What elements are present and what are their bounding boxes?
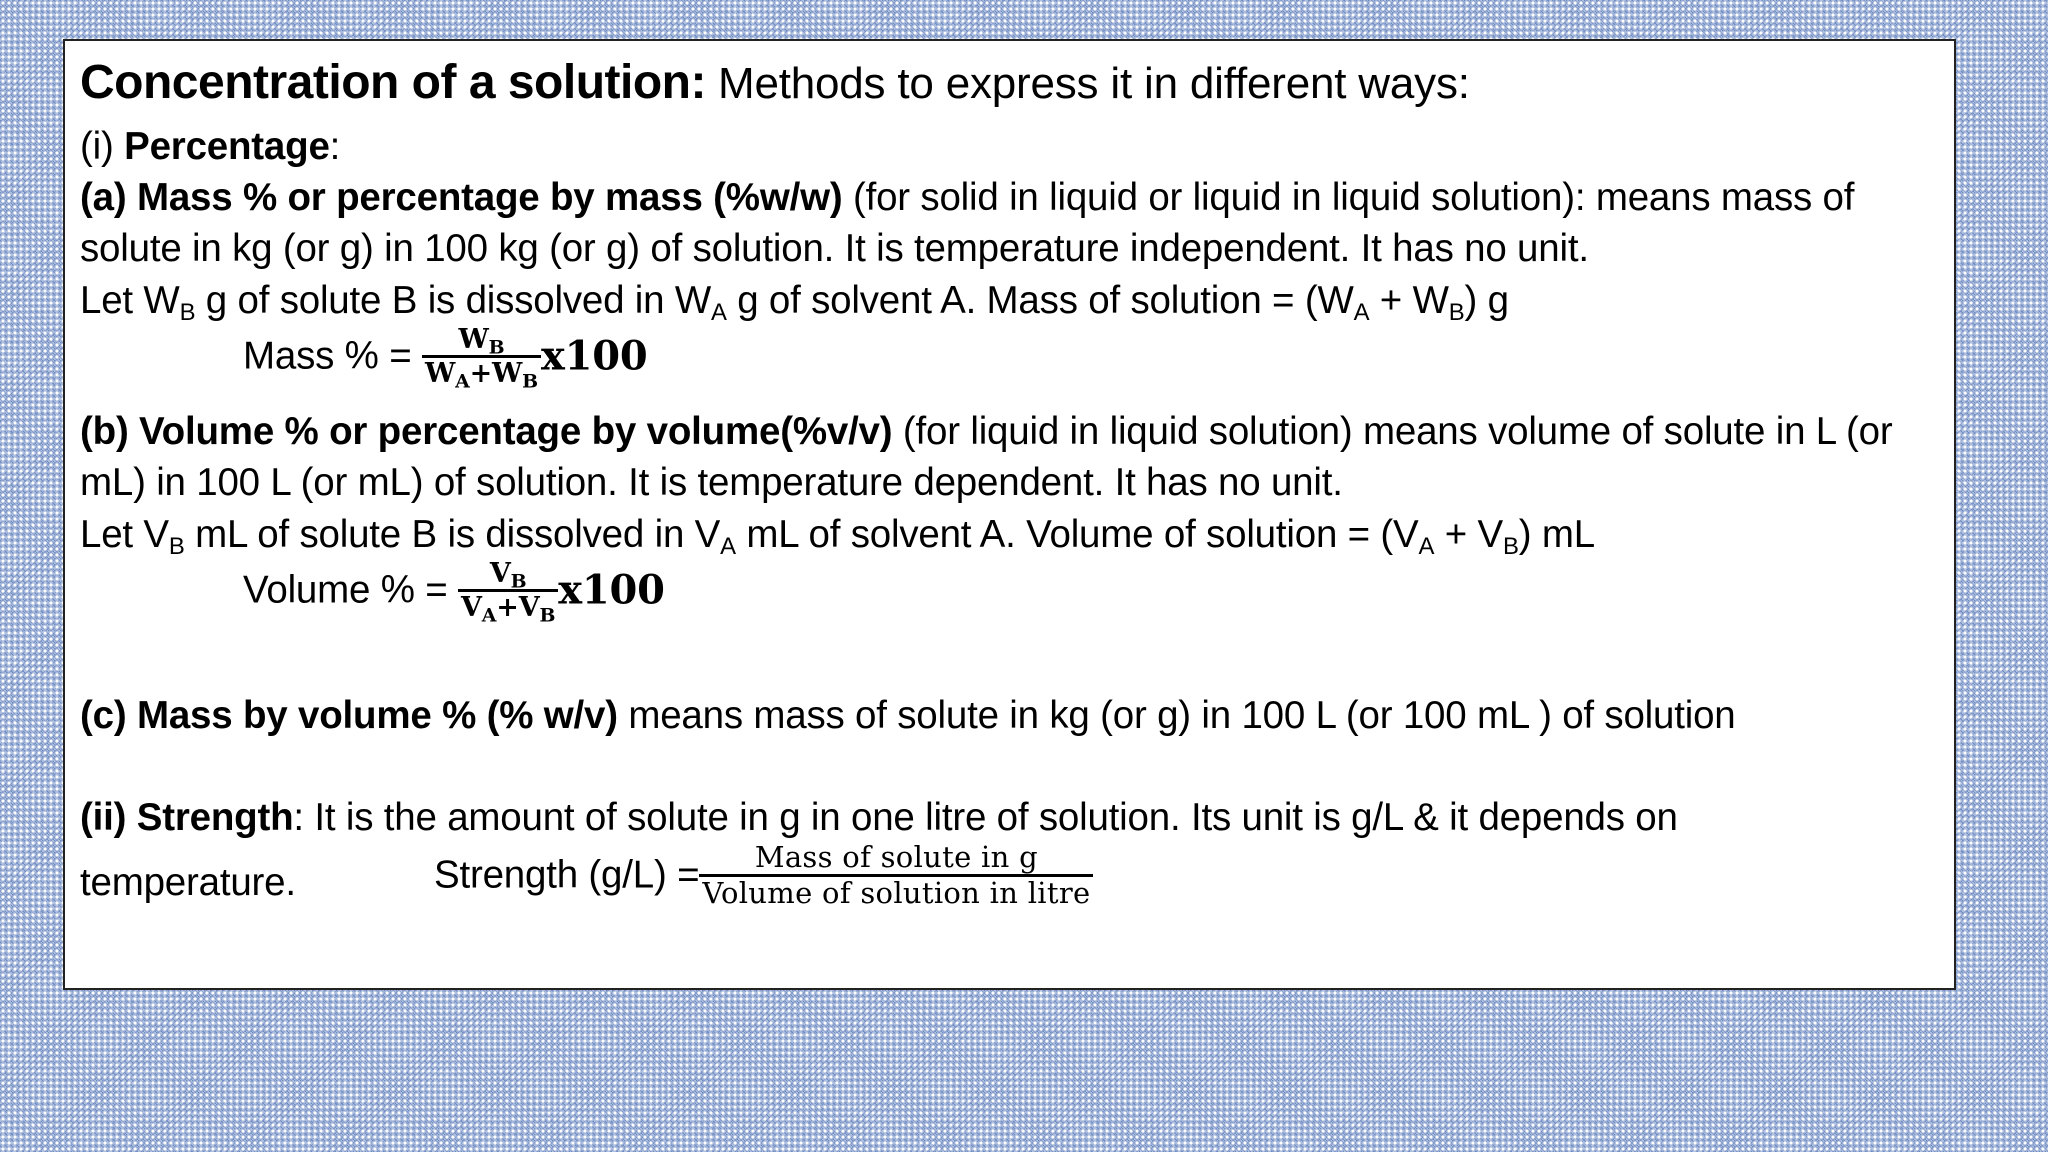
strength-heading: (ii) Strength: [80, 796, 294, 839]
denominator-symbol: V: [518, 592, 540, 624]
strength-formula-label: Strength (g/L) =: [434, 853, 700, 897]
subscript: B: [539, 604, 556, 627]
numerator-symbol: V: [489, 558, 511, 589]
percentage-prefix: (i): [80, 125, 125, 168]
subscript: B: [1448, 299, 1465, 327]
formula-label: Volume % =: [243, 568, 459, 612]
subscript: A: [1418, 533, 1435, 561]
mass-by-volume-heading: (c) Mass by volume % (% w/v): [80, 694, 618, 737]
mass-percent-fraction: [422, 324, 541, 393]
volume-percent-let-line: [80, 513, 1595, 561]
let-text: mL of solvent A. Volume of solution = (V: [735, 513, 1419, 556]
let-text: Let W: [80, 279, 180, 322]
let-text: + W: [1369, 279, 1449, 322]
let-text: Let V: [80, 513, 169, 556]
subscript: A: [711, 299, 727, 327]
strength-numerator: Mass of solute in g: [754, 840, 1038, 874]
volume-percent-fraction: [458, 558, 558, 627]
percentage-heading: [80, 125, 341, 168]
fraction-denominator: [458, 589, 558, 627]
fraction-numerator: [458, 558, 558, 593]
mass-percent-let-line: [80, 279, 1509, 327]
mass-by-volume-line: [80, 694, 1736, 737]
subscript: A: [481, 604, 497, 627]
subscript: B: [510, 570, 527, 593]
volume-percent-formula: [243, 558, 665, 627]
title-bold-text: Concentration of a solution:: [80, 56, 706, 109]
denominator-symbol: W: [425, 358, 456, 390]
strength-fraction: [699, 841, 1093, 911]
subscript: B: [1503, 533, 1519, 561]
subscript: B: [488, 336, 505, 359]
times-hundred: x100: [558, 566, 665, 614]
times-hundred: x100: [540, 332, 648, 380]
volume-percent-line-1: [80, 410, 1893, 453]
denominator-symbol: W: [492, 358, 523, 390]
volume-percent-line-2: mL) in 100 L (or mL) of solution. It is temperature dependent. It has no unit.: [80, 461, 1343, 504]
volume-percent-heading: (b) Volume % or percentage by volume(%v/v): [80, 410, 893, 453]
mass-percent-heading: (a) Mass % or percentage by mass (%w/w): [80, 176, 843, 219]
plus-sign: +: [496, 592, 519, 624]
content-card: [63, 39, 1956, 990]
fraction-denominator: [422, 355, 541, 393]
strength-desc: : It is the amount of solute in g in one litre of solution. Its unit is g/L & it depends on: [293, 796, 1678, 839]
mass-percent-line-2: solute in kg (or g) in 100 kg (or g) of solution. It is temperature independent. It has no unit.: [80, 227, 1589, 270]
percentage-colon: :: [329, 125, 341, 168]
formula-label: Mass % =: [243, 334, 422, 378]
strength-line-1: [80, 796, 1678, 839]
let-text: ) g: [1464, 279, 1509, 322]
slide-title: [80, 56, 1470, 109]
percentage-label: Percentage: [124, 125, 330, 168]
let-text: + V: [1434, 513, 1504, 556]
subscript: B: [179, 299, 196, 327]
numerator-symbol: W: [458, 324, 489, 355]
subscript: B: [522, 370, 538, 393]
subscript: A: [455, 370, 470, 393]
let-text: mL of solute B is dissolved in V: [184, 513, 721, 556]
denominator-symbol: V: [461, 592, 482, 624]
subscript: A: [720, 533, 736, 561]
title-subtitle-text: Methods to express it in different ways:: [705, 59, 1470, 108]
mass-percent-line-1: [80, 176, 1855, 219]
subscript: A: [1353, 299, 1370, 327]
mass-by-volume-desc: means mass of solute in kg (or g) in 100 L (or 100 mL ) of solution: [617, 694, 1736, 737]
mass-percent-desc: (for solid in liquid or liquid in liquid solution): means mass of: [842, 176, 1855, 219]
fraction-numerator: [422, 324, 541, 359]
subscript: B: [168, 533, 185, 561]
mass-percent-formula: [243, 324, 648, 393]
strength-line-2: temperature.: [80, 861, 296, 904]
plus-sign: +: [469, 358, 493, 390]
volume-percent-desc: (for liquid in liquid solution) means volume of solute in L (or: [892, 410, 1893, 453]
let-text: g of solvent A. Mass of solution = (W: [726, 279, 1354, 322]
let-text: g of solute B is dissolved in W: [195, 279, 711, 322]
strength-denominator: Volume of solution in litre: [699, 874, 1093, 910]
let-text: ) mL: [1518, 513, 1595, 556]
strength-formula: [434, 841, 1093, 911]
